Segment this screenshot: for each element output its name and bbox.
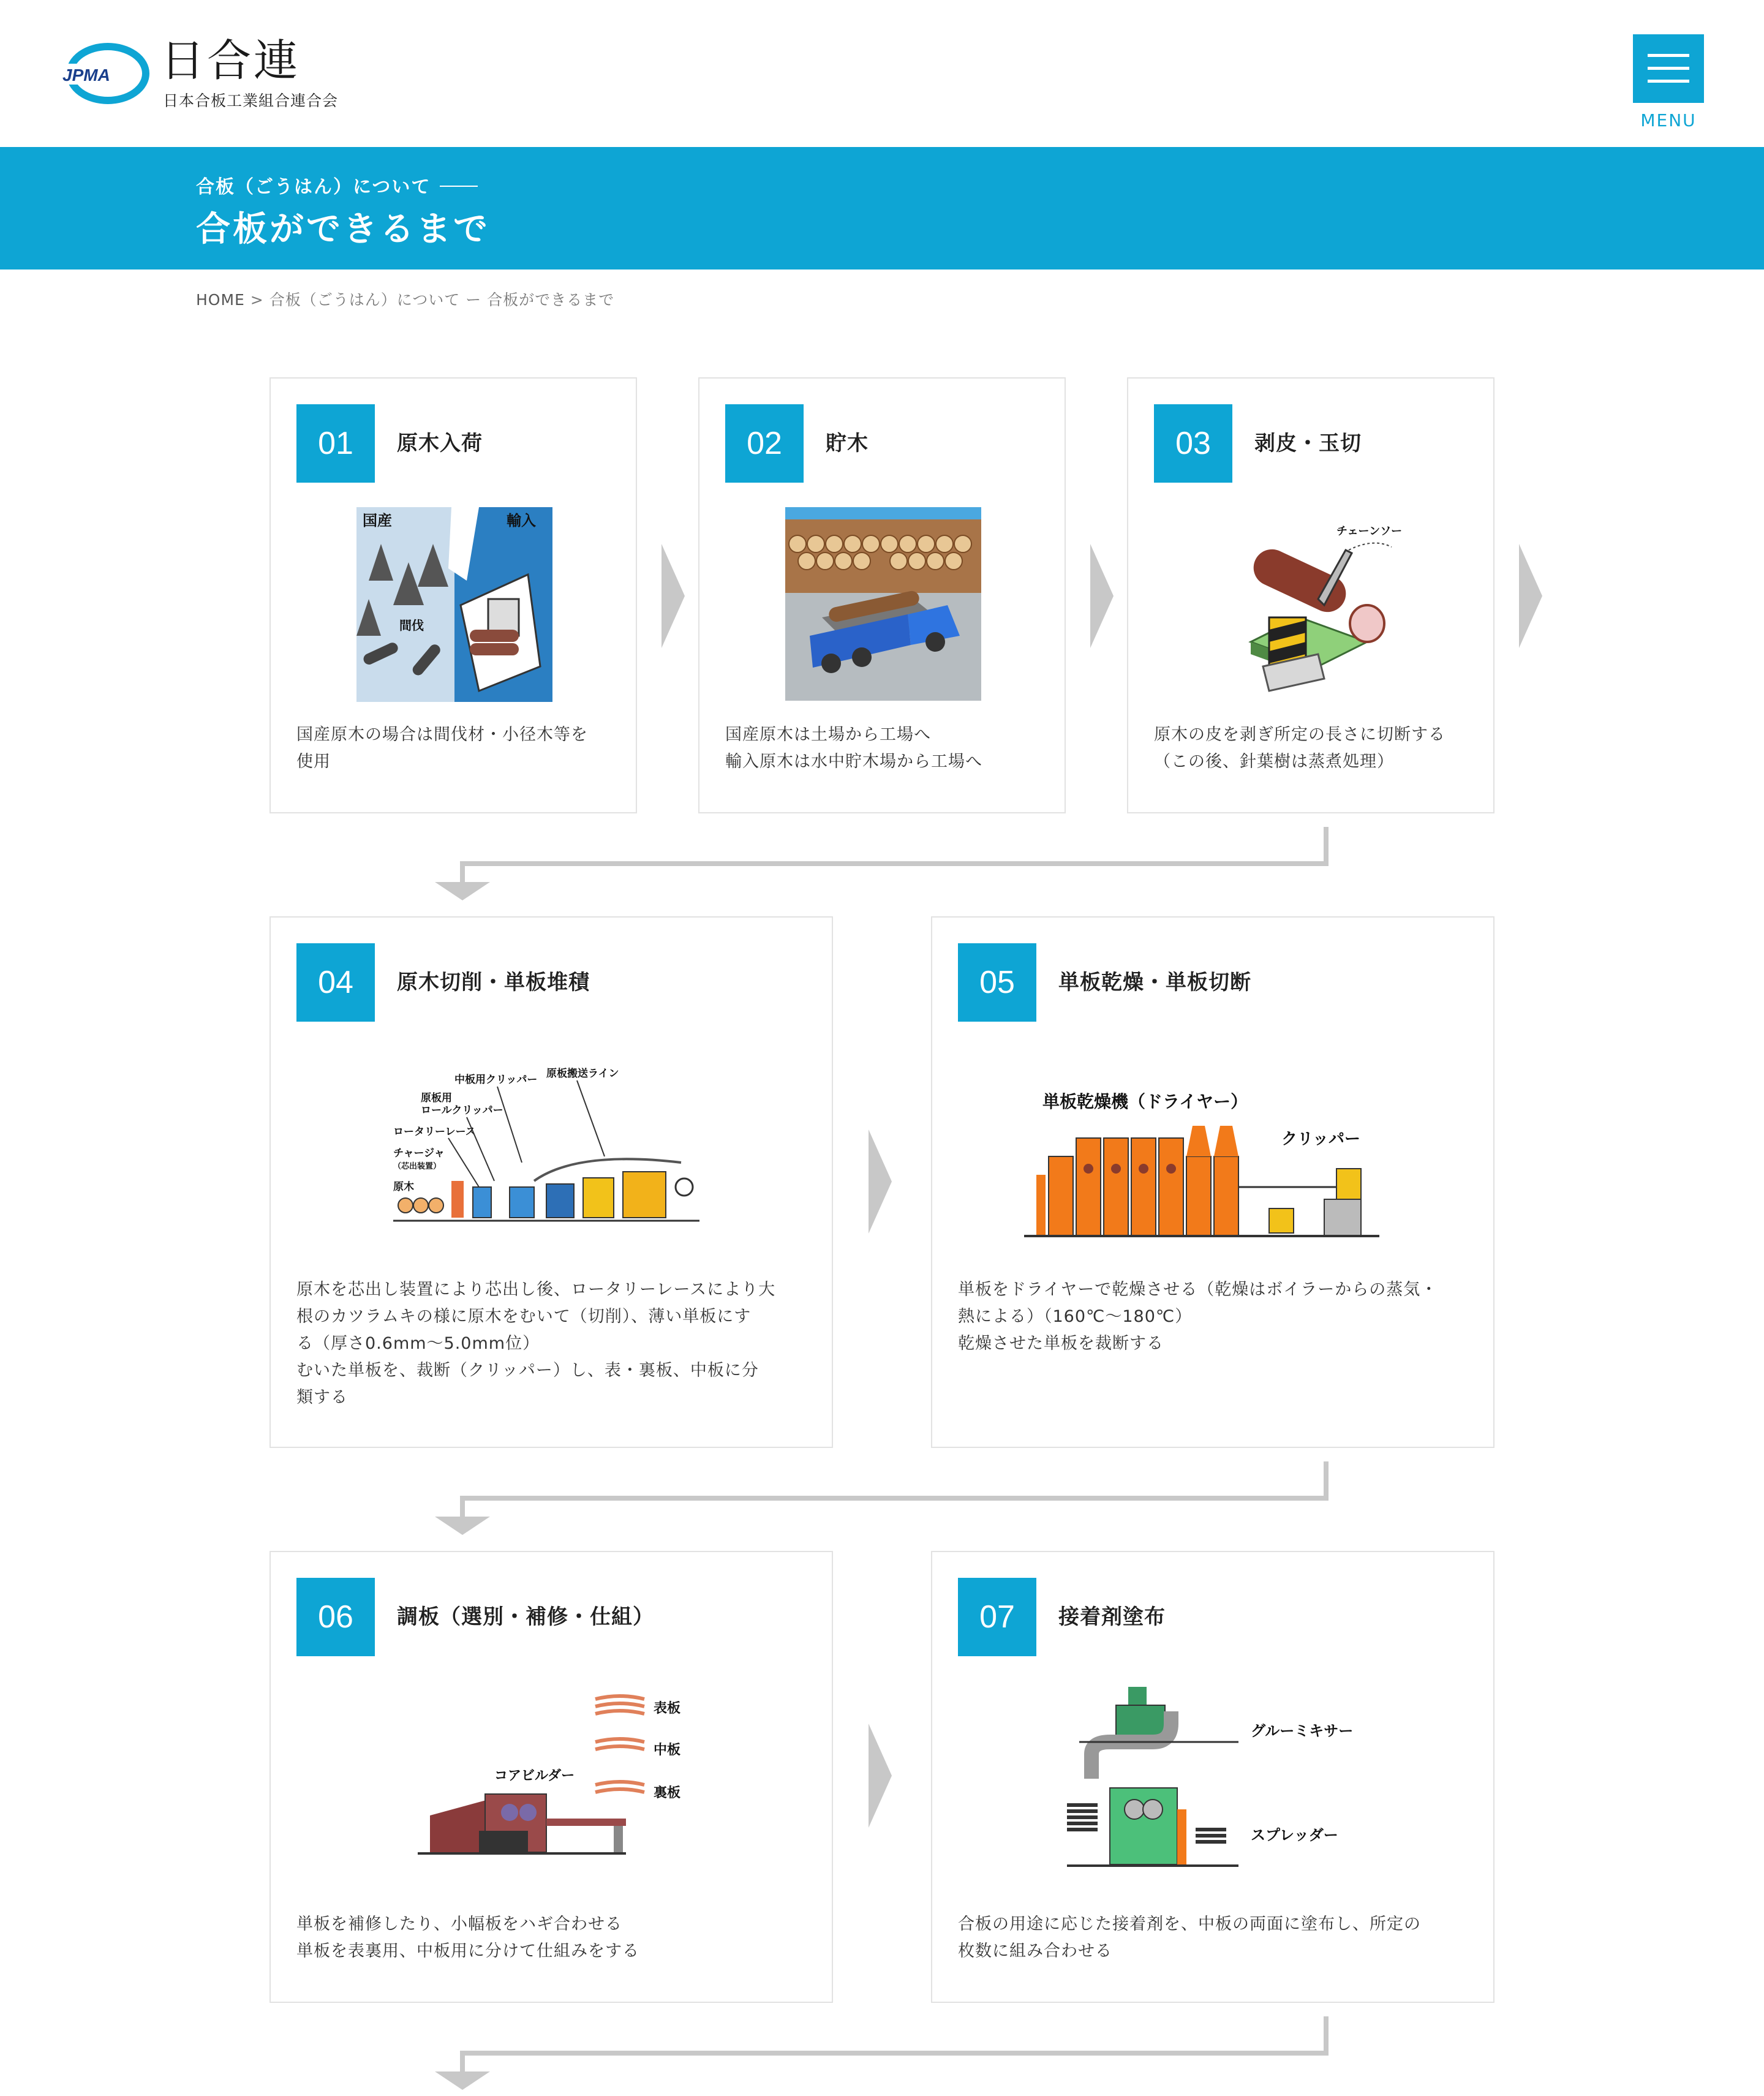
veneer-dryer-illustration	[1018, 1089, 1385, 1248]
label-face-veneer: 表板	[654, 1701, 681, 1716]
rotary-lathe-illustration	[393, 1065, 724, 1236]
hamburger-icon	[1648, 67, 1689, 70]
hero-subtitle: 合板（ごうはん）について	[196, 176, 431, 198]
label-raw-veneer: 原板用	[421, 1092, 452, 1104]
label-chainsaw: チェーンソー	[1336, 525, 1403, 538]
step-number: 01	[296, 404, 375, 483]
step-title: 原木入荷	[397, 431, 483, 456]
log-arrival-illustration	[356, 507, 552, 703]
step-card-06	[270, 1551, 833, 2003]
step-number: 04	[296, 943, 375, 1022]
jpma-logo[interactable]	[59, 42, 151, 105]
step-number: 02	[725, 404, 804, 483]
breadcrumb-separator: >	[250, 291, 264, 309]
step-card-01	[270, 377, 637, 813]
label-veneer-conveyor: 原板搬送ライン	[546, 1068, 619, 1080]
breadcrumb	[196, 288, 614, 310]
label-glue-mixer: グルーミキサー	[1251, 1722, 1354, 1740]
flow-connector	[429, 2016, 1335, 2090]
hamburger-icon	[1648, 54, 1689, 57]
flow-connector	[429, 1461, 1335, 1535]
step-title: 単板乾燥・単板切断	[1058, 970, 1251, 995]
step-number: 05	[958, 943, 1036, 1022]
next-step-arrow	[1090, 544, 1115, 648]
logo-text: JPMA	[62, 66, 110, 85]
label-log: 原木	[393, 1181, 414, 1193]
step-card-07	[931, 1551, 1494, 2003]
label-import: 輸入	[507, 512, 536, 529]
step-card-02	[698, 377, 1066, 813]
step-description: 合板の用途に応じた接着剤を、中板の両面に塗布し、所定の 枚数に組み合わせる	[958, 1915, 1421, 1961]
page-title: 合板ができるまで	[196, 209, 490, 249]
next-step-arrow	[869, 1129, 893, 1234]
label-clipper: クリッパー	[1281, 1130, 1360, 1148]
label-core-builder: コアビルダー	[494, 1768, 575, 1784]
step-title: 剥皮・玉切	[1254, 431, 1362, 456]
label-spreader: スプレッダー	[1251, 1826, 1338, 1844]
hero-divider	[440, 186, 478, 187]
step-title: 貯木	[826, 431, 869, 456]
flow-connector	[429, 827, 1335, 900]
step-card-05	[931, 916, 1494, 1448]
label-core-clipper: 中板用クリッパー	[454, 1074, 538, 1086]
hamburger-icon	[1648, 80, 1689, 83]
step-description: 原木の皮を剥ぎ所定の長さに切断する （この後、針葉樹は蒸煮処理）	[1154, 725, 1446, 771]
brand-name[interactable]: 日合連	[160, 35, 301, 86]
breadcrumb-home-link[interactable]: HOME	[196, 291, 245, 309]
label-roll-clipper: ロールクリッパー	[421, 1104, 503, 1117]
label-rotary-lathe: ロータリーレース	[393, 1126, 476, 1138]
label-domestic: 国産	[363, 512, 392, 529]
site-header	[0, 0, 1764, 147]
step-number: 03	[1154, 404, 1232, 483]
log-storage-illustration	[785, 507, 981, 701]
label-back-veneer: 裏板	[654, 1785, 681, 1801]
label-thinning: 間伐	[399, 618, 424, 633]
next-step-arrow	[662, 544, 686, 648]
breadcrumb-current: 合板（ごうはん）について ー 合板ができるまで	[269, 291, 615, 309]
menu-button[interactable]	[1633, 34, 1704, 103]
step-description: 国産原木の場合は間伐材・小径木等を 使用	[296, 725, 588, 771]
next-step-arrow	[1519, 544, 1544, 648]
label-core-veneer: 中板	[654, 1743, 681, 1758]
step-number: 07	[958, 1578, 1036, 1656]
label-charger: チャージャ	[393, 1147, 445, 1159]
next-step-arrow	[869, 1724, 893, 1828]
debarking-cutting-illustration	[1245, 513, 1404, 697]
veneer-assembly-illustration	[418, 1687, 699, 1871]
brand-subtitle: 日本合板工業組合連合会	[163, 92, 339, 110]
step-title: 原木切削・単板堆積	[397, 970, 590, 995]
step-description: 原木を芯出し装置により芯出し後、ロータリーレースにより大 根のカツラムキの様に原木をむいて（切削）、薄い単板にす る（厚さ0.6mm〜5.0mm位） むいた単板を、裁断（クリッパー）し、表・裏板、中板に分 類する	[296, 1280, 776, 1407]
step-number: 06	[296, 1578, 375, 1656]
step-card-03	[1127, 377, 1494, 813]
step-description: 国産原木は土場から工場へ 輸入原木は水中貯木場から工場へ	[725, 725, 982, 771]
label-dryer: 単板乾燥機（ドライヤー）	[1042, 1091, 1248, 1112]
step-description: 単板をドライヤーで乾燥させる（乾燥はボイラーからの蒸気・ 熱による）（160℃〜180℃） 乾燥させた単板を裁断する	[958, 1280, 1438, 1353]
step-card-04	[270, 916, 833, 1448]
menu-label[interactable]: MENU	[1640, 110, 1697, 130]
glue-spreader-illustration	[1055, 1687, 1385, 1877]
step-description: 単板を補修したり、小幅板をハギ合わせる 単板を表裏用、中板用に分けて仕組みをする	[296, 1915, 639, 1961]
step-title: 調板（選別・補修・仕組）	[397, 1605, 654, 1629]
step-title: 接着剤塗布	[1058, 1605, 1166, 1629]
label-centering-device: （芯出装置）	[393, 1162, 442, 1171]
